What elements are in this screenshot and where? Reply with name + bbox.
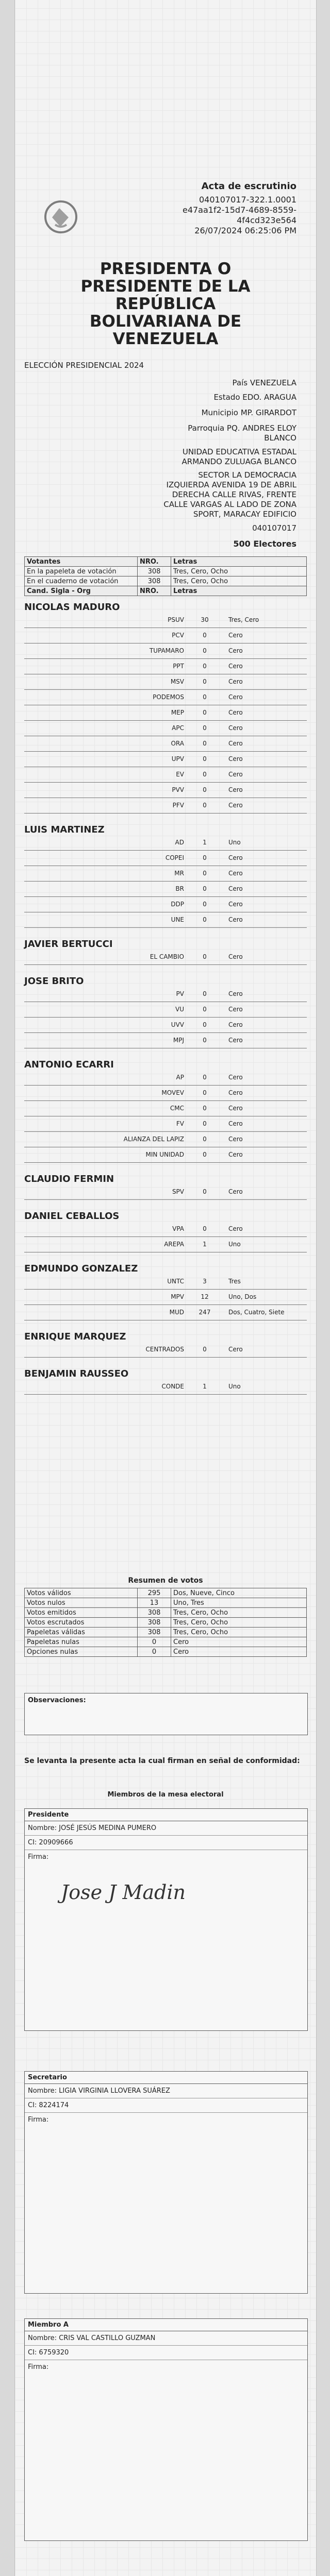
cand-letras-header: Letras	[171, 586, 307, 596]
party-votes: 247	[199, 1309, 211, 1316]
party-votes-words: Cero	[228, 678, 243, 685]
papeleta-nro: 308	[138, 567, 171, 577]
party-sigla: DDP	[171, 901, 184, 908]
party-votes-words: Cero	[228, 1346, 243, 1353]
party-sigla: EV	[176, 771, 184, 778]
member-block	[24, 2318, 308, 2541]
member-signature: Jose J Madin	[61, 1881, 186, 1904]
row-divider	[24, 751, 307, 752]
row-divider	[24, 689, 307, 690]
electors-count: 500 Electores	[233, 539, 296, 549]
candidate-name: CLAUDIO FERMIN	[24, 1174, 114, 1184]
party-votes-words: Cero	[228, 1021, 243, 1028]
acta-date: 26/07/2024 06:25:06 PM	[194, 226, 296, 235]
party-votes: 0	[203, 1188, 207, 1195]
party-sigla: CMC	[170, 1105, 184, 1112]
member-block	[24, 2071, 308, 2294]
party-votes-words: Cero	[228, 786, 243, 793]
row-divider	[24, 964, 307, 965]
party-row	[24, 839, 307, 850]
party-row	[24, 709, 307, 720]
observaciones-label: Observaciones:	[28, 1697, 86, 1704]
party-row	[24, 1074, 307, 1085]
party-votes: 0	[203, 885, 207, 892]
party-votes-words: Cero	[228, 916, 243, 923]
party-votes-words: Cero	[228, 1136, 243, 1143]
party-row	[24, 1006, 307, 1017]
party-votes: 30	[201, 616, 209, 623]
candidate-name: ANTONIO ECARRI	[24, 1059, 114, 1070]
party-votes-words: Uno, Dos	[228, 1293, 257, 1300]
candidate-name: JAVIER BERTUCCI	[24, 939, 113, 950]
party-votes-words: Dos, Cuatro, Siete	[228, 1309, 285, 1316]
party-sigla: COPEI	[165, 854, 184, 861]
party-votes: 0	[203, 1105, 207, 1112]
party-row	[24, 802, 307, 813]
address-line-5: SPORT, MARACAY EDIFICIO	[193, 510, 296, 519]
party-votes: 0	[203, 802, 207, 809]
party-row	[24, 1293, 307, 1304]
party-row	[24, 953, 307, 964]
summary-row: Votos escrutados 308 Tres, Cero, Ocho	[25, 1618, 307, 1628]
party-votes-words: Tres	[228, 1278, 241, 1285]
party-votes-words: Uno	[228, 839, 241, 846]
party-row	[24, 1037, 307, 1048]
summary-row: Votos nulos 13 Uno, Tres	[25, 1598, 307, 1608]
party-sigla: PV	[176, 990, 184, 997]
summary-title: Resumen de votos	[128, 1577, 203, 1585]
party-sigla: PPT	[173, 663, 184, 670]
nro-header: NRO.	[138, 557, 171, 567]
party-sigla: UNTC	[167, 1278, 184, 1285]
party-votes: 0	[203, 1074, 207, 1081]
member-firma-label: Firma:	[28, 1853, 49, 1861]
party-votes-words: Cero	[228, 901, 243, 908]
summary-row: Papeletas nulas 0 Cero	[25, 1637, 307, 1647]
party-row	[24, 1225, 307, 1236]
party-votes: 0	[203, 678, 207, 685]
uuid-line-1: e47aa1f2-15d7-4689-8559-	[182, 205, 296, 215]
party-row	[24, 1188, 307, 1199]
row-divider	[24, 1100, 307, 1101]
party-votes: 0	[203, 1089, 207, 1096]
party-votes: 0	[203, 901, 207, 908]
party-row	[24, 632, 307, 643]
party-votes-words: Uno	[228, 1383, 241, 1390]
center-code: 040107017	[252, 523, 296, 533]
row-divider	[24, 881, 307, 882]
address-line-4: CALLE VARGAS AL LADO DE ZONA	[163, 500, 296, 509]
cuaderno-label: En el cuaderno de votación	[25, 577, 138, 586]
party-row	[24, 1383, 307, 1394]
party-votes-words: Cero	[228, 1188, 243, 1195]
row-divider	[24, 927, 307, 928]
row-divider	[24, 1304, 307, 1305]
main-title-line-3: REPÚBLICA	[115, 295, 216, 313]
party-votes: 0	[203, 663, 207, 670]
party-row	[24, 990, 307, 1002]
party-votes-words: Cero	[228, 709, 243, 716]
party-row	[24, 647, 307, 658]
party-sigla: UVV	[171, 1021, 184, 1028]
party-sigla: FV	[176, 1120, 184, 1127]
acta-code: 040107017-322.1.0001	[199, 195, 296, 205]
party-sigla: MR	[174, 870, 184, 877]
summary-row: Opciones nulas 0 Cero	[25, 1647, 307, 1657]
member-role: Secretario	[25, 2072, 307, 2084]
main-title-line-2: PRESIDENTE DE LA	[80, 277, 251, 296]
row-divider	[24, 782, 307, 783]
party-row	[24, 1089, 307, 1100]
parroquia-cont: BLANCO	[264, 433, 296, 443]
address-line-3: DERECHA CALLE RIVAS, FRENTE	[172, 490, 296, 499]
row-divider	[24, 1131, 307, 1132]
candidate-name: BENJAMIN RAUSSEO	[24, 1368, 129, 1379]
cand-nro-header: NRO.	[138, 586, 171, 596]
candidate-name: ENRIQUE MARQUEZ	[24, 1331, 126, 1342]
papeleta-letras: Tres, Cero, Ocho	[171, 567, 307, 577]
party-sigla: MPJ	[173, 1037, 184, 1044]
party-votes: 0	[203, 693, 207, 701]
party-votes-words: Cero	[228, 1006, 243, 1013]
estado: Estado EDO. ARAGUA	[213, 393, 296, 402]
party-votes: 0	[203, 916, 207, 923]
party-votes: 0	[203, 870, 207, 877]
party-votes-words: Cero	[228, 771, 243, 778]
summary-table	[24, 1588, 307, 1657]
party-votes-words: Cero	[228, 885, 243, 892]
party-row	[24, 885, 307, 896]
party-votes: 0	[203, 1136, 207, 1143]
party-votes-words: Cero	[228, 1074, 243, 1081]
party-votes: 0	[203, 632, 207, 639]
votantes-header: Votantes	[25, 557, 138, 567]
candidate-name: NICOLAS MADURO	[24, 602, 120, 613]
party-sigla: EL CAMBIO	[150, 953, 184, 960]
party-votes: 0	[203, 1006, 207, 1013]
party-row	[24, 1021, 307, 1032]
party-row	[24, 740, 307, 751]
party-votes-words: Cero	[228, 740, 243, 747]
party-votes: 3	[203, 1278, 207, 1285]
party-votes-words: Cero	[228, 647, 243, 654]
party-sigla: ALIANZA DEL LAPIZ	[123, 1136, 184, 1143]
party-votes-words: Cero	[228, 1105, 243, 1112]
cne-logo	[42, 198, 80, 236]
party-votes: 0	[203, 755, 207, 762]
party-row	[24, 1309, 307, 1320]
row-divider	[24, 720, 307, 721]
party-votes-words: Uno	[228, 1241, 241, 1248]
party-row	[24, 724, 307, 736]
member-ci: CI: 20909666	[25, 1836, 307, 1850]
party-row	[24, 1136, 307, 1147]
party-votes: 0	[203, 724, 207, 732]
row-divider	[24, 1289, 307, 1290]
party-row	[24, 1120, 307, 1131]
party-sigla: PSUV	[168, 616, 184, 623]
party-row	[24, 786, 307, 798]
observaciones-box	[24, 1693, 308, 1735]
votantes-table	[24, 556, 307, 596]
row-divider	[24, 1357, 307, 1358]
member-nombre: Nombre: CRIS VAL CASTILLO GUZMAN	[25, 2331, 307, 2346]
party-votes: 0	[203, 1037, 207, 1044]
party-votes-words: Cero	[228, 870, 243, 877]
party-votes: 0	[203, 1151, 207, 1158]
party-row	[24, 771, 307, 782]
party-row	[24, 870, 307, 881]
member-firma-label: Firma:	[28, 2363, 49, 2371]
row-divider	[24, 1017, 307, 1018]
row-divider	[24, 1236, 307, 1237]
party-votes: 0	[203, 1225, 207, 1232]
party-votes: 0	[203, 953, 207, 960]
party-row	[24, 1278, 307, 1289]
member-ci: CI: 6759320	[25, 2346, 307, 2360]
main-title-line-5: VENEZUELA	[112, 330, 219, 348]
members-title: Miembros de la mesa electoral	[107, 1791, 224, 1799]
party-sigla: MSV	[170, 678, 184, 685]
party-sigla: CONDE	[161, 1383, 184, 1390]
party-votes: 0	[203, 990, 207, 997]
party-row	[24, 755, 307, 767]
party-row	[24, 678, 307, 689]
row-divider	[24, 813, 307, 814]
row-divider	[24, 658, 307, 659]
party-votes-words: Cero	[228, 1151, 243, 1158]
party-votes: 1	[203, 1241, 207, 1248]
member-block	[24, 1808, 308, 2031]
acta-title: Acta de escrutinio	[201, 181, 296, 192]
row-divider	[24, 1032, 307, 1033]
party-sigla: MUD	[169, 1309, 184, 1316]
party-sigla: PFV	[172, 802, 184, 809]
member-role: Miembro A	[25, 2319, 307, 2331]
row-divider	[24, 1199, 307, 1200]
summary-row: Votos emitidos 308 Tres, Cero, Ocho	[25, 1608, 307, 1618]
party-votes-words: Cero	[228, 953, 243, 960]
party-row	[24, 1105, 307, 1116]
party-votes-words: Cero	[228, 990, 243, 997]
party-votes: 0	[203, 709, 207, 716]
row-divider	[24, 1085, 307, 1086]
party-votes: 1	[203, 1383, 207, 1390]
party-votes: 0	[203, 786, 207, 793]
candidate-name: JOSE BRITO	[24, 976, 84, 987]
party-row	[24, 854, 307, 866]
address-line-1: SECTOR LA DEMOCRACIA	[198, 470, 296, 480]
municipio: Municipio MP. GIRARDOT	[201, 408, 296, 417]
party-votes-words: Cero	[228, 1120, 243, 1127]
party-row	[24, 901, 307, 912]
candidate-name: LUIS MARTINEZ	[24, 824, 105, 835]
party-votes: 0	[203, 647, 207, 654]
party-sigla: APC	[172, 724, 184, 732]
party-votes-words: Cero	[228, 802, 243, 809]
member-firma-label: Firma:	[28, 2116, 49, 2124]
party-sigla: UPV	[171, 755, 184, 762]
papeleta-label: En la papeleta de votación	[25, 567, 138, 577]
party-votes: 1	[203, 839, 207, 846]
cand-sigla-header: Cand. Sigla - Org	[25, 586, 138, 596]
party-sigla: PODEMOS	[153, 693, 184, 701]
center-line-2: ARMANDO ZULUAGA BLANCO	[182, 457, 296, 466]
party-votes-words: Cero	[228, 854, 243, 861]
party-votes: 12	[201, 1293, 209, 1300]
uuid-line-2: 4f4cd323e564	[237, 215, 296, 225]
party-votes-words: Cero	[228, 724, 243, 732]
row-divider	[24, 1394, 307, 1395]
party-row	[24, 916, 307, 927]
row-divider	[24, 850, 307, 851]
member-ci: CI: 8224174	[25, 2098, 307, 2113]
member-nombre: Nombre: LIGIA VIRGINIA LLOVERA SUÁREZ	[25, 2084, 307, 2098]
party-sigla: AP	[176, 1074, 184, 1081]
row-divider	[24, 896, 307, 897]
party-sigla: MOVEV	[161, 1089, 184, 1096]
party-sigla: VU	[175, 1006, 184, 1013]
pais: País VENEZUELA	[232, 378, 296, 387]
party-sigla: VPA	[172, 1225, 184, 1232]
party-sigla: BR	[175, 885, 184, 892]
cuaderno-letras: Tres, Cero, Ocho	[171, 577, 307, 586]
party-sigla: ORA	[171, 740, 184, 747]
election-name: ELECCIÓN PRESIDENCIAL 2024	[24, 361, 144, 370]
party-votes: 0	[203, 740, 207, 747]
party-sigla: TUPAMARO	[149, 647, 184, 654]
party-votes: 0	[203, 771, 207, 778]
party-row	[24, 616, 307, 628]
party-sigla: SPV	[172, 1188, 184, 1195]
party-sigla: MEP	[171, 709, 184, 716]
summary-row: Papeletas válidas 308 Tres, Cero, Ocho	[25, 1628, 307, 1637]
party-sigla: AREPA	[164, 1241, 184, 1248]
member-role: Presidente	[25, 1809, 307, 1821]
cuaderno-nro: 308	[138, 577, 171, 586]
candidate-name: DANIEL CEBALLOS	[24, 1211, 120, 1222]
letras-header: Letras	[171, 557, 307, 567]
party-sigla: CENTRADOS	[145, 1346, 184, 1353]
acta-paper	[14, 0, 317, 2576]
party-sigla: PVV	[172, 786, 184, 793]
party-row	[24, 1241, 307, 1252]
main-title-line-1: PRESIDENTA O	[100, 260, 232, 278]
candidate-name: EDMUNDO GONZALEZ	[24, 1263, 138, 1274]
party-votes-words: Cero	[228, 1089, 243, 1096]
party-votes-words: Cero	[228, 755, 243, 762]
row-divider	[24, 1162, 307, 1163]
parroquia: Parroquia PQ. ANDRES ELOY	[188, 423, 296, 433]
party-votes-words: Tres, Cero	[228, 616, 259, 623]
member-nombre: Nombre: JOSÉ JESÚS MEDINA PUMERO	[25, 1821, 307, 1836]
party-sigla: UNE	[171, 916, 184, 923]
party-row	[24, 1346, 307, 1357]
party-votes: 0	[203, 854, 207, 861]
party-votes: 0	[203, 1346, 207, 1353]
party-votes: 0	[203, 1021, 207, 1028]
party-votes-words: Cero	[228, 663, 243, 670]
address-line-2: IZQUIERDA AVENIDA 19 DE ABRIL	[166, 480, 296, 489]
summary-row: Votos válidos 295 Dos, Nueve, Cinco	[25, 1588, 307, 1598]
party-row	[24, 663, 307, 674]
party-votes: 0	[203, 1120, 207, 1127]
party-votes-words: Cero	[228, 1225, 243, 1232]
party-sigla: AD	[175, 839, 184, 846]
main-title-line-4: BOLIVARIANA DE	[89, 312, 242, 331]
party-row	[24, 693, 307, 705]
center-line-1: UNIDAD EDUCATIVA ESTADAL	[182, 447, 296, 456]
party-sigla: MIN UNIDAD	[145, 1151, 184, 1158]
party-votes-words: Cero	[228, 1037, 243, 1044]
party-sigla: PCV	[172, 632, 184, 639]
party-row	[24, 1151, 307, 1162]
party-votes-words: Cero	[228, 693, 243, 701]
party-sigla: MPV	[171, 1293, 184, 1300]
party-votes-words: Cero	[228, 632, 243, 639]
conformity-text: Se levanta la presente acta la cual firman en señal de conformidad:	[24, 1757, 300, 1765]
